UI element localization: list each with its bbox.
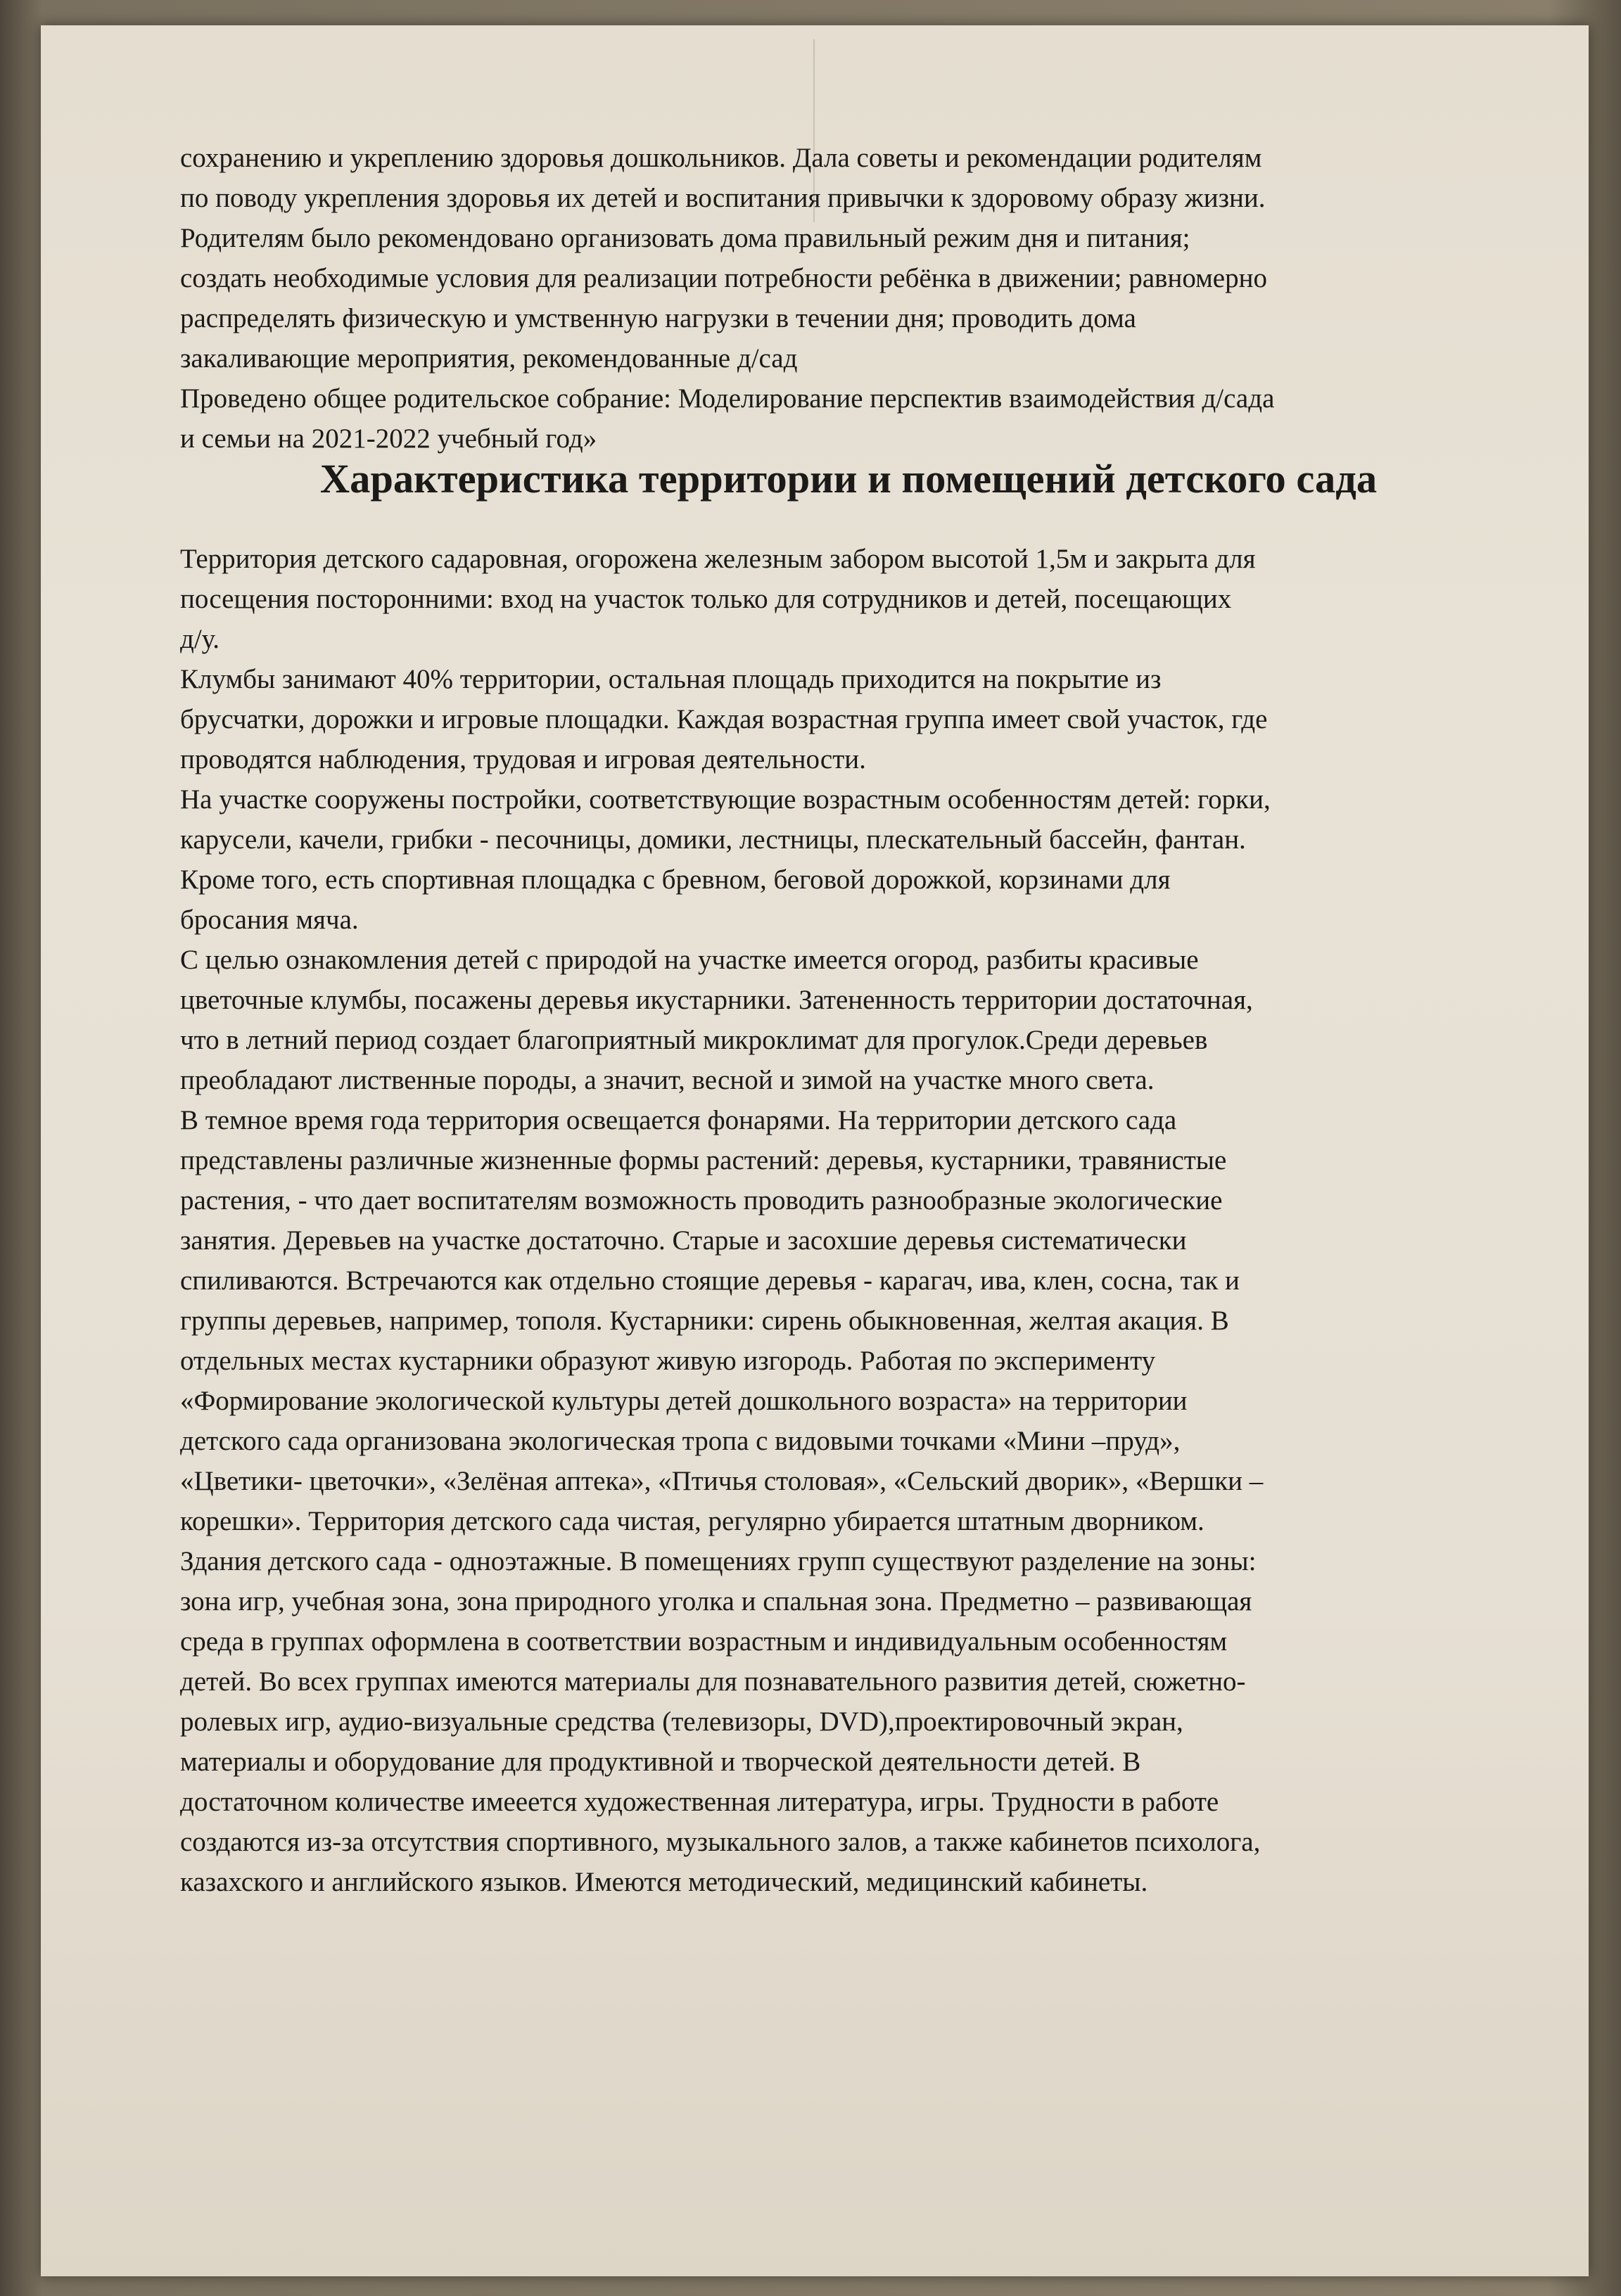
text-line: ролевых игр, аудио-визуальные средства (телевизоры, DVD),проектировочный экран,	[180, 1707, 1183, 1737]
text-line: С целью ознакомления детей с природой на участке имеется огород, разбиты красивые	[180, 945, 1199, 975]
text-line: зона игр, учебная зона, зона природного уголка и спальная зона. Предметно – развивающая	[180, 1586, 1252, 1616]
text-line: посещения посторонними: вход на участок только для сотрудников и детей, посещающих	[180, 584, 1232, 614]
text-line: и семьи на 2021-2022 учебный год»	[180, 423, 597, 454]
text-line: сохранению и укреплению здоровья дошкольников. Дала советы и рекомендации родителям	[180, 143, 1262, 173]
document-body	[180, 138, 1517, 1902]
text-line: В темное время года территория освещается фонарями. На территории детского сада	[180, 1105, 1177, 1135]
text-line: Здания детского сада - одноэтажные. В помещениях групп существуют разделение на зоны:	[180, 1546, 1257, 1576]
text-line: казахского и английского языков. Имеются методический, медицинский кабинеты.	[180, 1867, 1148, 1897]
text-line: создать необходимые условия для реализации потребности ребёнка в движении; равномерно	[180, 263, 1267, 293]
text-line: Кроме того, есть спортивная площадка с бревном, беговой дорожкой, корзинами для	[180, 865, 1171, 895]
text-line: среда в группах оформлена в соответствии возрастным и индивидуальным особенностям	[180, 1626, 1228, 1657]
text-line: д/у.	[180, 624, 220, 654]
text-line: цветочные клумбы, посажены деревья икустарники. Затененность территории достаточная,	[180, 985, 1253, 1015]
section-heading: Характеристика территории и помещений детского сада	[319, 456, 1378, 502]
text-line: «Формирование экологической культуры детей дошкольного возраста» на территории	[180, 1386, 1188, 1416]
text-line: занятия. Деревьев на участке достаточно. Старые и засохшие деревья систематически	[180, 1225, 1187, 1256]
text-line: карусели, качели, грибки - песочницы, домики, лестницы, плескательный бассейн, фантан.	[180, 824, 1246, 855]
text-line: детей. Во всех группах имеются материалы для познавательного развития детей, сюжетно-	[180, 1666, 1246, 1697]
text-line: детского сада организована экологическая тропа с видовыми точками «Мини –пруд»,	[180, 1426, 1181, 1456]
text-line: Территория детского садаровная, огорожена железным забором высотой 1,5м и закрыта для	[180, 544, 1256, 574]
text-line: по поводу укрепления здоровья их детей и воспитания привычки к здоровому образу жизни.	[180, 183, 1266, 213]
text-line: «Цветики- цветочки», «Зелёная аптека», «Птичья столовая», «Сельский дворик», «Вершки –	[180, 1466, 1264, 1496]
text-line: закаливающие мероприятия, рекомендованные д/сад	[180, 343, 798, 374]
intro-paragraph	[180, 138, 1517, 459]
text-line: создаются из-за отсутствия спортивного, музыкального залов, а также кабинетов психолога,	[180, 1827, 1261, 1857]
text-line: На участке сооружены постройки, соответствующие возрастным особенностям детей: горки,	[180, 784, 1271, 815]
text-line: отдельных местах кустарники образуют живую изгородь. Работая по эксперименту	[180, 1346, 1156, 1376]
text-line: корешки». Территория детского сада чистая, регулярно убирается штатным дворником.	[180, 1506, 1204, 1536]
text-line: растения, - что дает воспитателям возможность проводить разнообразные экологические	[180, 1185, 1223, 1216]
text-line: Родителям было рекомендовано организовать дома правильный режим дня и питания;	[180, 223, 1190, 253]
blank-line	[180, 499, 1517, 539]
text-line: распределять физическую и умственную нагрузки в течении дня; проводить дома	[180, 303, 1136, 333]
text-line: представлены различные жизненные формы растений: деревья, кустарники, травянистые	[180, 1145, 1227, 1175]
text-line: преобладают лиственные породы, а значит, весной и зимой на участке много света.	[180, 1065, 1155, 1095]
text-line: бросания мяча.	[180, 905, 359, 935]
text-line: брусчатки, дорожки и игровые площадки. Каждая возрастная группа имеет свой участок, где	[180, 704, 1268, 734]
text-line: материалы и оборудование для продуктивной и творческой деятельности детей. В	[180, 1747, 1141, 1777]
text-line: группы деревьев, например, тополя. Кустарники: сирень обыкновенная, желтая акация. В	[180, 1306, 1229, 1336]
text-line: проводятся наблюдения, трудовая и игровая деятельности.	[180, 744, 866, 774]
text-line: спиливаются. Встречаются как отдельно стоящие деревья - карагач, ива, клен, сосна, так и	[180, 1265, 1240, 1296]
text-line: достаточном количестве имееется художественная литература, игры. Трудности в работе	[180, 1787, 1219, 1817]
text-line: Клумбы занимают 40% территории, остальная площадь приходится на покрытие из	[180, 664, 1162, 694]
text-line: Проведено общее родительское собрание: Моделирование перспектив взаимодействия д/сада	[180, 383, 1275, 414]
territory-section	[180, 539, 1517, 1902]
text-line: что в летний период создает благоприятный микроклимат для прогулок.Среди деревьев	[180, 1025, 1208, 1055]
